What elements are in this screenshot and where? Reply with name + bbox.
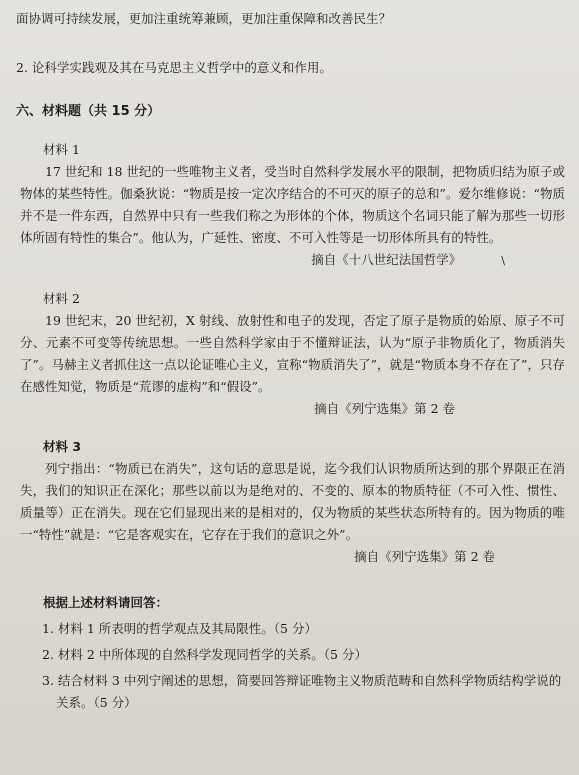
sub-question-1: 1. 材料 1 所表明的哲学观点及其局限性。（5 分）: [42, 621, 317, 636]
questions-title: 根据上述材料请回答：: [43, 595, 169, 610]
material-3-text: 列宁指出：“物质已在消失”，这句话的意思是说，迄今我们认识物质所达到的那个界限正在消失，我们的知识正在深化；那些以前以为是绝对的、不变的、原本的物质特征（不可入性、惯性、质量等）正在消失。现在它们显现出来的是相对的，仅为物质的某些状态所特有的。因为物质的唯一“特性”就是：“它是客观实在，它存在于我们的意识之外”。: [20, 461, 565, 542]
material-1-text: 17 世纪和 18 世纪的一些唯物主义者，受当时自然科学发展水平的限制，把物质归结为原子或物体的某些特性。伽桑狄说：“物质是按一定次序结合的不可灭的原子的总和”。爱尔维修说：“物质并不是一件东西，自然界中只有一些我们称之为形体的个体，物质这个名词只能了解为那些一切形体所固有特性的集合”。他认为，广延性、密度、不可入性等是一切形体所具有的特性。: [20, 164, 565, 245]
sub-question-3: 3. 结合材料 3 中列宁阐述的思想，简要回答辩证唯物主义物质范畴和自然科学物质结构学说的关系。（5 分）: [42, 673, 562, 710]
material-2-text: 19 世纪末，20 世纪初，X 射线、放射性和电子的发现，否定了原子是物质的始原、原子不可分、元素不可变等传统思想。一些自然科学家由于不懂辩证法，认为“原子非物质化了，物质消失了”。马赫主义者抓住这一点以论证唯心主义，宣称“物质消失了”，就是“物质本身不存在了”，只存在感性知觉，物质是“荒谬的虚构”和“假设”。: [20, 313, 565, 394]
material-1-source-line: [16, 249, 565, 272]
material-2-title: 材料 2: [43, 291, 80, 306]
material-1-source: 摘自《十八世纪法国哲学》: [311, 252, 462, 267]
sub-question-2: 2. 材料 2 中所体现的自然科学发现同哲学的关系。（5 分）: [42, 647, 367, 662]
question-2: 2. 论科学实践观及其在马克思主义哲学中的意义和作用。: [16, 60, 332, 75]
previous-question-tail: 面协调可持续发展，更加注重统筹兼顾，更加注重保障和改善民生？: [16, 11, 392, 26]
material-3-title: 材料 3: [43, 439, 82, 454]
material-1-title: 材料 1: [43, 142, 80, 157]
material-3-source: 摘自《列宁选集》第 2 卷: [354, 549, 495, 564]
material-2-source: 摘自《列宁选集》第 2 卷: [314, 401, 455, 416]
stray-pen-mark: \: [501, 254, 505, 267]
section-title: 六、材料题（共 15 分）: [16, 104, 161, 119]
